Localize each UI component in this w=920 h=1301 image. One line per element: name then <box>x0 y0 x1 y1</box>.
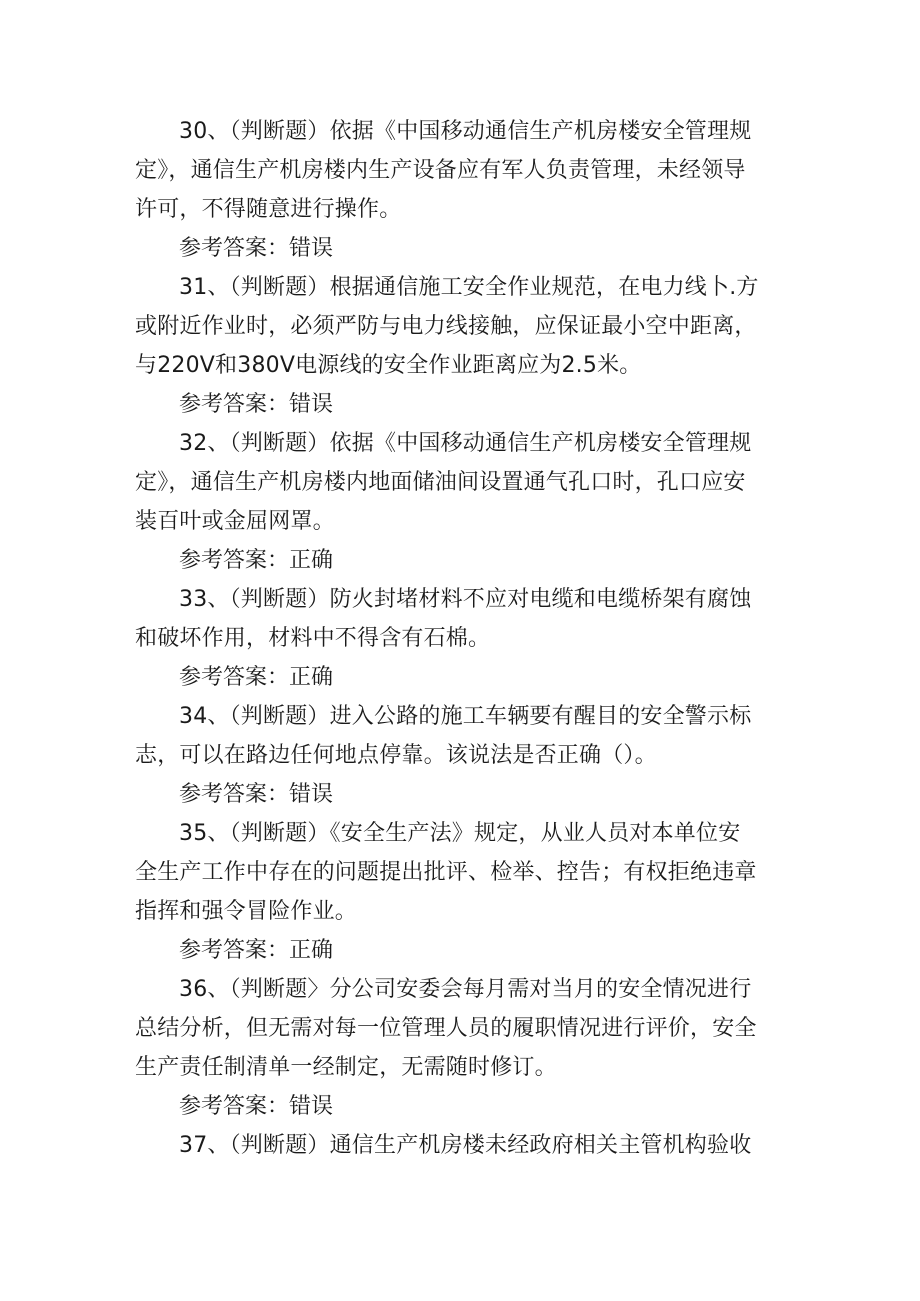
question-31 <box>135 268 785 424</box>
question-text-line: 全生产工作中存在的问题提出批评、检举、控告；有权拒绝违章 <box>135 860 757 885</box>
question-text-line: 37、（判断题）通信生产机房楼未经政府相关主管机构验收 <box>179 1133 752 1158</box>
question-text-line: 36、（判断题〉分公司安委会每月需对当月的安全情况进行 <box>179 977 752 1002</box>
question-text-line: 总结分析，但无需对每一位管理人员的履职情况进行评价，安全 <box>135 1016 757 1041</box>
question-text-line: 或附近作业时，必须严防与电力线接触，应保证最小空中距离， <box>135 314 757 339</box>
question-text-line: 装百叶或金屈网罩。 <box>135 509 335 534</box>
reference-answer: 参考答案：正确 <box>179 938 334 963</box>
question-text-line: 生产责任制清单一经制定，无需随时修订。 <box>135 1055 557 1080</box>
question-text-line: 30、（判断题）依据《中国移动通信生产机房楼安全管理规 <box>179 119 752 144</box>
question-text-line: 许可，不得随意进行操作。 <box>135 197 402 222</box>
question-33 <box>135 580 785 697</box>
reference-answer: 参考答案：错误 <box>179 236 334 261</box>
reference-answer: 参考答案：错误 <box>179 1094 334 1119</box>
question-text-line: 33、（判断题）防火封堵材料不应对电缆和电缆桥架有腐蚀 <box>179 587 752 612</box>
question-list <box>135 112 785 1165</box>
question-text-line: 32、（判断题）依据《中国移动通信生产机房楼安全管理规 <box>179 431 752 456</box>
question-text-line: 34、（判断题）进入公路的施工车辆要有醒目的安全警示标 <box>179 704 752 729</box>
question-30 <box>135 112 785 268</box>
question-text-line: 和破坏作用，材料中不得含有石棉。 <box>135 626 491 651</box>
reference-answer: 参考答案：错误 <box>179 392 334 417</box>
question-text-line: 指挥和强令冒险作业。 <box>135 899 358 924</box>
reference-answer: 参考答案：错误 <box>179 782 334 807</box>
question-text-line: 35、（判断题）《安全生产法》规定，从业人员对本单位安 <box>179 821 741 846</box>
question-text-line: 31、（判断题）根据通信施工安全作业规范，在电力线卜.方 <box>179 275 759 300</box>
reference-answer: 参考答案：正确 <box>179 548 334 573</box>
question-32 <box>135 424 785 580</box>
reference-answer: 参考答案：正确 <box>179 665 334 690</box>
question-36 <box>135 970 785 1126</box>
question-35 <box>135 814 785 970</box>
question-text-line: 志，可以在路边任何地点停靠。该说法是否正确（）。 <box>135 743 657 768</box>
question-text-line: 定》，通信生产机房楼内生产设备应有军人负责管理，未经领导 <box>135 158 746 183</box>
question-34 <box>135 697 785 814</box>
question-text-line: 与220V和380V电源线的安全作业距离应为2.5米。 <box>135 353 642 378</box>
question-text-line: 定》，通信生产机房楼内地面储油间设置通气孔口时，孔口应安 <box>135 470 746 495</box>
question-37 <box>135 1126 785 1165</box>
